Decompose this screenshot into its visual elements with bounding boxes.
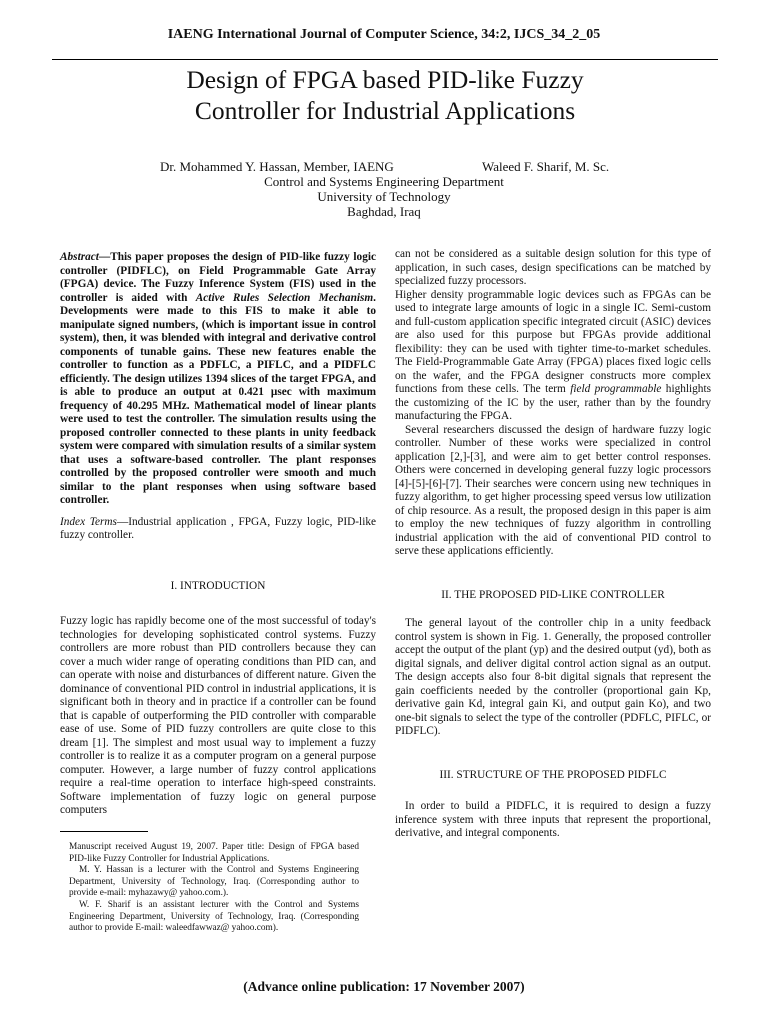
section-3-heading: III. STRUCTURE OF THE PROPOSED PIDFLC (439, 768, 667, 781)
right-paragraph-2 (395, 289, 711, 424)
journal-header: IAENG International Journal of Computer Science, 34:2, IJCS_34_2_05 (167, 27, 601, 42)
section-2-text: The general layout of the controller chip in a unity feedback control system is shown in Fig. 1. Generally, the proposed controller accept the output of the plant (yp) and the desired output (yd), both as digital signals, and deliver digital control action signal as an output. The design accepts also four 8-bit digital signals that represent the gain coefficients needed by the controller (proportional gain Kp, derivative gain Kd, integral gain Ki, and output gain Ko), and two one-bit signals to select the type of the controller (PDFLC, PIFLC, or PIDFLC). (395, 617, 711, 737)
abstract-label: Abstract (60, 251, 99, 263)
abstract (60, 251, 376, 508)
right-paragraph-2a: Higher density programmable logic devices such as FPGAs can be used to integrate large amounts of logic in a single IC. Semi-custom and full-custom application specific integrated circuit (ASIC) devices are also used for this purpose but FPGAs provide additional flexibility: they can be used with tighter time-to-market schedules. The Field-Programmable Gate Array (FPGA) places fixed logic cells on the wafer, and the FPGA designer constructs more complex functions from these cells. The term (395, 288, 711, 395)
affiliation (0, 174, 768, 219)
section-1-text: Fuzzy logic has rapidly become one of the most successful of today's technologies for developing sophisticated control systems. Fuzzy controllers are more robust than PID controllers because they can cover a much wider range of operating conditions than PID can, and can operate with noise and disturbances of different nature. Given the dominance of conventional PID control in industrial applications, it is significant both in theory and in practice if a controller can be found that is capable of outperforming the PID controller with comparable ease of use. Some of PID fuzzy controllers are quite close to this dream [1]. The simplest and most usual way to implement a fuzzy controller is to realize it as a computer program on a general purpose computer. However, a large number of fuzzy control applications require a real-time operation to interface high-speed constraints. Software implementation of fuzzy logic on general purpose computers (60, 615, 376, 816)
index-terms-label: Index Terms (60, 515, 117, 528)
title-line-2: Controller for Industrial Applications (194, 96, 576, 125)
left-column (60, 251, 376, 818)
field-programmable-emphasis: field programmable (570, 383, 662, 395)
author-1: Dr. Mohammed Y. Hassan, Member, IAENG (160, 159, 394, 174)
footnote-rule (60, 831, 148, 832)
abstract-emphasis: Active Rules Selection Mechanism (195, 291, 374, 304)
right-column (395, 248, 711, 841)
affiliation-university: University of Technology (317, 189, 451, 204)
footnote-author-2: W. F. Sharif is an assistant lecturer with the Control and Systems Engineering Department, University of Technology, Iraq. (Corresponding author to provide E-mail: waleedfawwaz@ yahoo.com). (69, 899, 359, 934)
author-2: Waleed F. Sharif, M. Sc. (482, 159, 610, 174)
right-paragraph-2b: highlights the customizing of the IC by the user, rather than by the foundry manufacturing the FPGA. (395, 383, 711, 422)
abstract-text-a: —This paper proposes the design of PID-like fuzzy logic controller (PIDFLC), on Field Programmable Gate Array (FPGA) device. The Fuzzy Inference System (FIS) used in the controller is aided with (60, 251, 376, 304)
affiliation-city: Baghdad, Iraq (347, 204, 421, 219)
section-2-heading: II. THE PROPOSED PID-LIKE CONTROLLER (441, 588, 665, 601)
abstract-text-b: . Developments were made to this FIS to make it able to manipulate signed numbers, (which is important issue in control system), then, it was blended with integral and derivative control components of tunable gains. These new features enable the controller to function as a PDFLC, a PIFLC, and a PIDFLC efficiently. The design utilizes 1394 slices of the target FPGA, and is able to produce an output at 0.421 μsec with maximum frequency of 40.295 MHz. Mathematical model of linear plants were used to test the controller. The simulation results using the proposed controller connected to these plants in unity feedback system were compared with simulation results of a similar system that uses a software-based controller. The plant responses controlled by the proposed controller were smooth and much similar to the plant responses when using software based controller. (60, 291, 376, 506)
footnote (69, 842, 359, 935)
section-3-text: In order to build a PIDFLC, it is required to design a fuzzy inference system with three inputs that represent the proportional, derivative, and integral components. (395, 800, 711, 839)
advance-publication: (Advance online publication: 17 November 2007) (243, 979, 525, 994)
header-rule (52, 59, 718, 60)
section-1-heading: I. INTRODUCTION (170, 579, 266, 592)
index-terms (60, 516, 376, 543)
right-paragraph-1: can not be considered as a suitable design solution for this type of application, in such cases, design specifications can be matched by specialized fuzzy processors. (395, 248, 711, 287)
affiliation-department: Control and Systems Engineering Department (264, 174, 504, 189)
footnote-author-1: M. Y. Hassan is a lecturer with the Control and Systems Engineering Department, University of Technology, Iraq. (Corresponding author to provide e-mail: myhazawy@ yahoo.com.). (69, 865, 359, 899)
index-terms-text: —Industrial application , FPGA, Fuzzy logic, PID-like fuzzy controller. (60, 515, 376, 541)
right-paragraph-3: Several researchers discussed the design of hardware fuzzy logic controller. Number of these works were specialized in control application [2,]-[3], and were aim to get better control responses. Others were concerned in developing general fuzzy logic processors [4]-[5]-[6]-[7]. Their searches were concern using new techniques in fuzzy algorithm, to get higher processing speed versus low utilization of chip resource. As a result, the proposed design in this paper is aim to employ the new techniques of fuzzy algorithm in controlling industrial application with the aid of conventional PID control to serve these applications efficiently. (395, 423, 711, 557)
paper-title (60, 64, 710, 126)
title-line-1: Design of FPGA based PID-like Fuzzy (186, 65, 584, 94)
footnote-received: Manuscript received August 19, 2007. Paper title: Design of FPGA based PID-like Fuzzy Controller for Industrial Applications. (69, 842, 359, 864)
